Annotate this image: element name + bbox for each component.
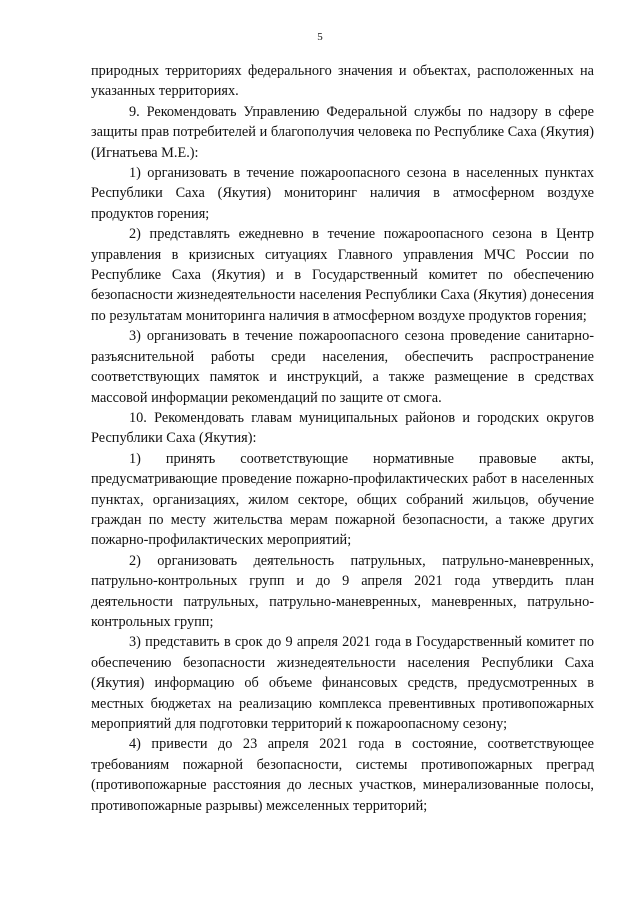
- paragraph-item-9-3: 3) организовать в течение пожароопасного сезона проведение санитарно-разъяснительной работы среди населения, обеспечить распространение соответствующих памяток и инструкций, а также размещение в средствах массовой информации рекомендаций по защите от смога.: [91, 328, 594, 406]
- document-body: [91, 61, 594, 816]
- paragraph-item-10-3: 3) представить в срок до 9 апреля 2021 года в Государственный комитет по обеспечению безопасности жизнедеятельности населения Республики Саха (Якутия) информацию об объеме финансовых средств, предусмотренных в местных бюджетах на реализацию комплекса превентивных противопожарных мероприятий для подготовки территорий к пожароопасному сезону;: [91, 634, 594, 732]
- page-number: 5: [317, 31, 323, 43]
- paragraph-item-10-1: 1) принять соответствующие нормативные правовые акты, предусматривающие проведение пожарно-профилактических работ в населенных пунктах, организациях, жилом секторе, общих собраний жильцов, обучение граждан по месту жительства мерам пожарной безопасности, а также других пожарно-профилактических мероприятий;: [91, 450, 594, 549]
- paragraph-item-10: 10. Рекомендовать главам муниципальных районов и городских округов Республики Саха (Якутия):: [91, 409, 594, 447]
- paragraph-item-9: 9. Рекомендовать Управлению Федеральной службы по надзору в сфере защиты прав потребителей и благополучия человека по Республике Саха (Якутия) (Игнатьева М.Е.):: [91, 103, 594, 161]
- paragraph-item-10-2: 2) организовать деятельность патрульных, патрульно-маневренных, патрульно-контрольных групп и до 9 апреля 2021 года утвердить план деятельности патрульных, патрульно-маневренных, маневренных, патрульно-контрольных групп;: [91, 552, 594, 630]
- paragraph-continuation: природных территориях федерального значения и объектах, расположенных на указанных территориях.: [91, 63, 594, 100]
- paragraph-item-9-2: 2) представлять ежедневно в течение пожароопасного сезона в Центр управления в кризисных ситуациях Главного управления МЧС России по Республике Саха (Якутия) и в Государственный комитет по обеспечению безопасности жизнедеятельности населения Республики Саха (Якутия) донесения по результатам мониторинга наличия в атмосферном воздухе продуктов горения;: [91, 226, 594, 324]
- paragraph-item-9-1: 1) организовать в течение пожароопасного сезона в населенных пунктах Республики Саха (Якутия) мониторинг наличия в атмосферном воздухе продуктов горения;: [91, 165, 594, 222]
- paragraph-item-10-4: 4) привести до 23 апреля 2021 года в состояние, соответствующее требованиям пожарной безопасности, системы противопожарных преград (противопожарные расстояния до лесных участков, минерализованные полосы, противопожарные разрывы) межселенных территорий;: [91, 736, 594, 814]
